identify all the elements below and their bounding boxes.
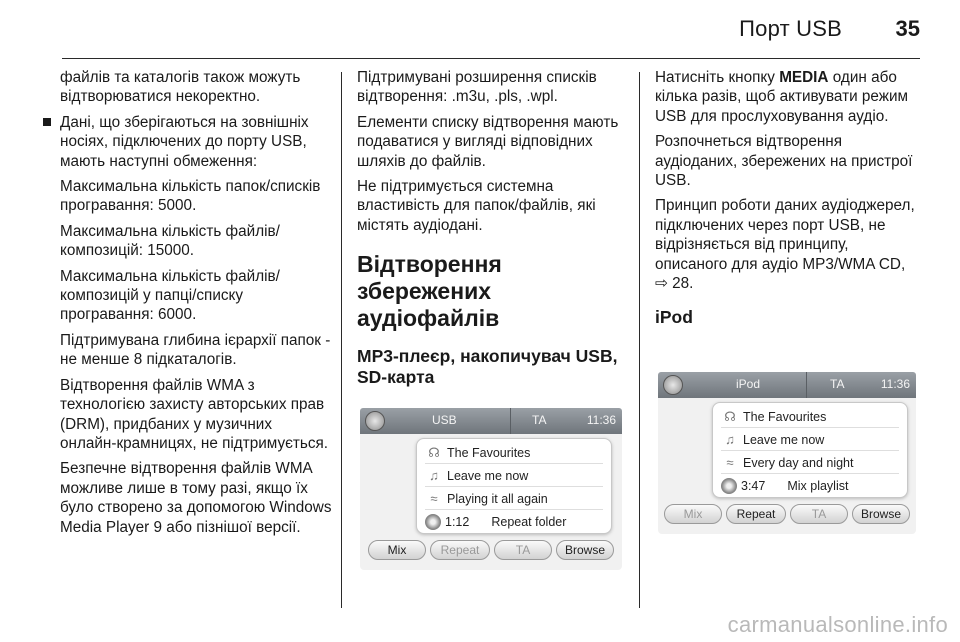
home-icon	[663, 375, 683, 395]
wave-icon: ≈	[430, 491, 438, 506]
music-note-icon: ♫	[429, 468, 439, 483]
browse-button[interactable]: Browse	[852, 504, 910, 524]
mix-button[interactable]: Mix	[368, 540, 426, 560]
column-1	[60, 68, 332, 543]
bullet-text: Дані, що зберігаються на зовнішніх носіях, підключених до порту USB, мають наступні обмеження:	[60, 113, 309, 170]
screen-top-bar	[658, 372, 916, 398]
header-rule	[62, 58, 920, 59]
principle-text: Принцип роботи даних аудіоджерел, підключених через порт USB, не відрізняється від принципу, описаного для аудіо MP3/WMA CD, ⇨ 28.	[655, 197, 915, 293]
limit-item: Максимальна кількість файлів/композицій у папці/списку програвання: 6000.	[60, 267, 280, 324]
music-note-icon: ♫	[725, 432, 735, 447]
clock-label: 11:36	[880, 377, 910, 391]
limit-item: Максимальна кількість папок/списків програвання: 5000.	[60, 178, 321, 215]
list-item: ≈ Every day and night	[721, 452, 899, 474]
section-title: Відтворення збережених аудіофайлів	[357, 251, 502, 332]
column-2	[357, 68, 625, 396]
ta-button[interactable]: TA	[790, 504, 848, 524]
limit-item: Безпечне відтворення файлів WMA можливе лише в тому разі, якщо їх було створено за допомогою Windows Media Player 9 або пізнішої версії.	[60, 460, 332, 536]
subsection-title-ipod: iPod	[655, 307, 693, 328]
ipod-screen-image	[658, 372, 916, 534]
list-item: ☊ The Favourites	[425, 442, 603, 464]
playlist-extensions-text: Підтримувані розширення списків відтворення: .m3u, .pls, .wpl.	[357, 69, 597, 106]
column-divider-1	[341, 72, 342, 608]
repeat-button[interactable]: Repeat	[726, 504, 786, 524]
wave-icon: ≈	[726, 455, 734, 470]
disc-icon	[425, 514, 441, 530]
clock-label: 11:36	[586, 413, 616, 427]
column-divider-2	[639, 72, 640, 608]
ta-button[interactable]: TA	[494, 540, 552, 560]
column-3	[655, 68, 915, 336]
repeat-button[interactable]: Repeat	[430, 540, 490, 560]
mix-button[interactable]: Mix	[664, 504, 722, 524]
watermark: carmanualsonline.info	[727, 612, 948, 637]
status-row: 3:47 Mix playlist	[721, 475, 899, 497]
browse-button[interactable]: Browse	[556, 540, 614, 560]
limit-item: Максимальна кількість файлів/композицій: 15000.	[60, 222, 280, 260]
bullet-square-icon	[43, 118, 51, 126]
usb-screen-image	[360, 408, 622, 570]
list-item: ♫ Leave me now	[721, 429, 899, 451]
ta-label: TA	[532, 413, 547, 427]
track-panel	[712, 402, 908, 498]
bullet-item	[60, 113, 332, 171]
disc-icon	[721, 478, 737, 494]
playlist-paths-text: Елементи списку відтворення мають подаватися у вигляді відповідних шляхів до файлів.	[357, 113, 619, 170]
continued-text: файлів та каталогів також можуть відтворюватися некоректно.	[60, 69, 301, 106]
list-item: ♫ Leave me now	[425, 465, 603, 487]
system-property-text: Не підтримується системна властивість для папок/файлів, які містять аудіодані.	[357, 178, 596, 234]
media-key-label: MEDIA	[779, 69, 829, 86]
page-reference-icon[interactable]: ⇨	[655, 275, 668, 293]
page-header	[0, 0, 960, 60]
list-item: ≈ Playing it all again	[425, 488, 603, 510]
limit-item: Відтворення файлів WMA з технологією захисту авторських прав (DRM), придбаних у музичних онлайн-крамницях, не підтримується.	[60, 376, 329, 452]
home-icon	[365, 411, 385, 431]
ta-label: TA	[830, 377, 845, 391]
list-item: ☊ The Favourites	[721, 406, 899, 428]
screen-top-bar	[360, 408, 622, 434]
page-number: 35	[895, 16, 920, 41]
page-title: Порт USB	[739, 16, 842, 41]
subsection-title-usb: МР3-плеєр, накопичувач USB, SD-карта	[357, 346, 618, 388]
track-panel	[416, 438, 612, 534]
source-label: iPod	[736, 377, 761, 391]
playback-start-text: Розпочнеться відтворення аудіоданих, збережених на пристрої USB.	[655, 133, 913, 190]
headphones-icon: ☊	[428, 444, 440, 460]
headphones-icon: ☊	[724, 408, 736, 424]
media-instruction: Натисніть кнопку MEDIA один або кілька разів, щоб активувати режим USB для прослуховування аудіо.	[655, 69, 909, 125]
limit-item: Підтримувана глибина ієрархії папок - не менше 8 підкаталогів.	[60, 331, 331, 369]
status-row: 1:12 Repeat folder	[425, 511, 603, 533]
source-label: USB	[432, 413, 457, 427]
